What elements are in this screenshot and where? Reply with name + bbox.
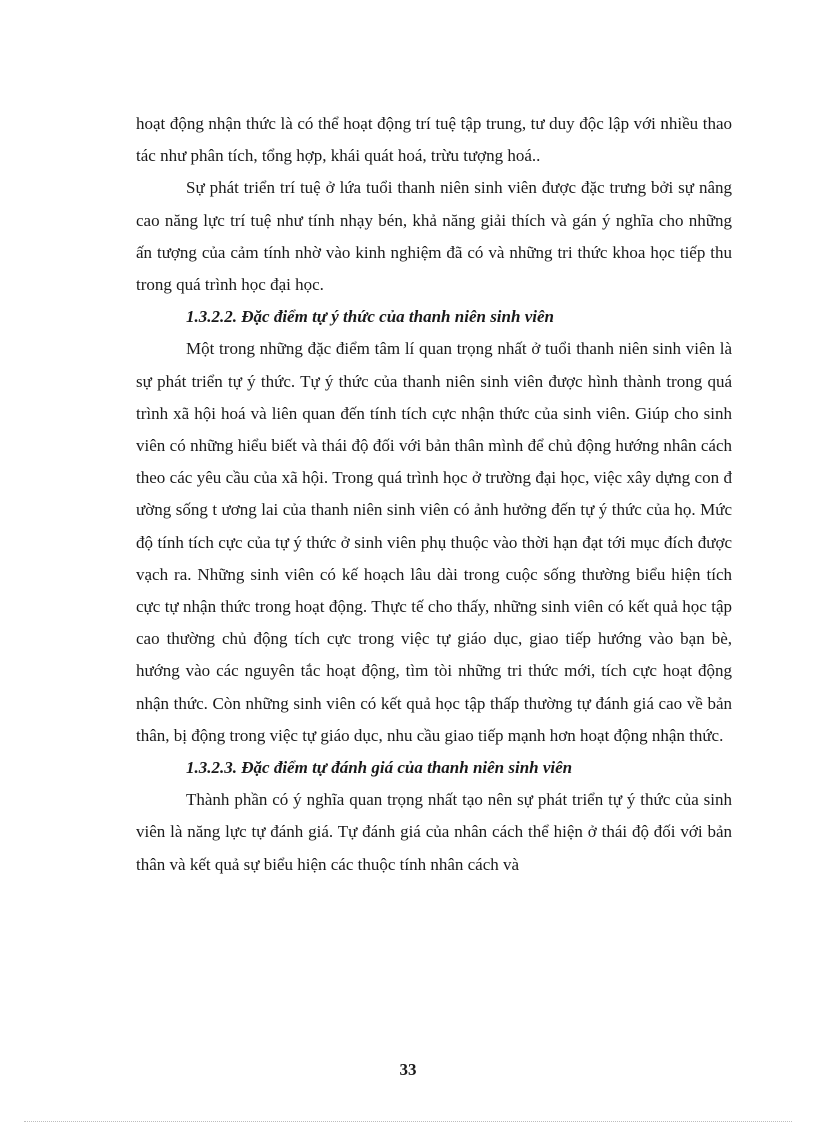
- paragraph-self-assessment: Thành phần có ý nghĩa quan trọng nhất tạo nên sự phát triển tự ý thức của sinh viên là năng lực tự đánh giá. Tự đánh giá của nhân cách thể hiện ở thái độ đối với bản thân và kết quả sự biểu hiện các thuộc tính nhân cách và: [136, 790, 732, 874]
- page-content: [136, 108, 732, 881]
- section-heading-self-awareness: 1.3.2.2. Đặc điểm tự ý thức của thanh niên sinh viên: [186, 307, 554, 327]
- page-number: 33: [399, 1060, 417, 1079]
- paragraph-intellectual-development: Sự phát triển trí tuệ ở lứa tuổi thanh niên sinh viên được đặc trưng bởi sự nâng cao năng lực trí tuệ như tính nhạy bén, khả năng giải thích và gán ý nghĩa cho những ấn tượng của cảm tính nhờ vào kinh nghiệm đã có và những tri thức khoa học tiếp thu trong quá trình học đại học.: [136, 178, 732, 295]
- section-heading-self-assessment: 1.3.2.3. Đặc điểm tự đánh giá của thanh niên sinh viên: [186, 758, 573, 778]
- paragraph-continuation: hoạt động nhận thức là có thể hoạt động trí tuệ tập trung, tư duy độc lập với nhiều thao tác như phân tích, tổng hợp, khái quát hoá, trừu tượng hoá..: [136, 114, 732, 166]
- paragraph-self-awareness: Một trong những đặc điểm tâm lí quan trọng nhất ở tuổi thanh niên sinh viên là sự phát triển tự ý thức. Tự ý thức của thanh niên sinh viên được hình thành trong quá trình xã hội hoá và liên quan đến tính tích cực nhận thức của sinh viên. Giúp cho sinh viên có những hiểu biết và thái độ đối với bản thân mình để chủ động hướng nhân cách theo các yêu cầu của xã hội. Trong quá trình học ở trường đại học, việc xây dựng con đ ường sống t ương lai của thanh niên sinh viên có ảnh hưởng đến tự ý thức của họ. Mức độ tính tích cực của tự ý thức ở sinh viên phụ thuộc vào thời hạn đạt tới mục đích được vạch ra. Những sinh viên có kế hoạch lâu dài trong cuộc sống thường biểu hiện tích cực tự nhận thức trong hoạt động. Thực tế cho thấy, những sinh viên có kết quả học tập cao thường chủ động tích cực trong việc tự giáo dục, giao tiếp hướng vào bạn bè, hướng vào các nguyên tắc hoạt động, tìm tòi những tri thức mới, tích cực hoạt động nhận thức. Còn những sinh viên có kết quả học tập thấp thường tự đánh giá cao về bản thân, bị động trong việc tự giáo dục, nhu cầu giao tiếp mạnh hơn hoạt động nhận thức.: [136, 339, 732, 745]
- page-bottom-divider: [24, 1121, 792, 1122]
